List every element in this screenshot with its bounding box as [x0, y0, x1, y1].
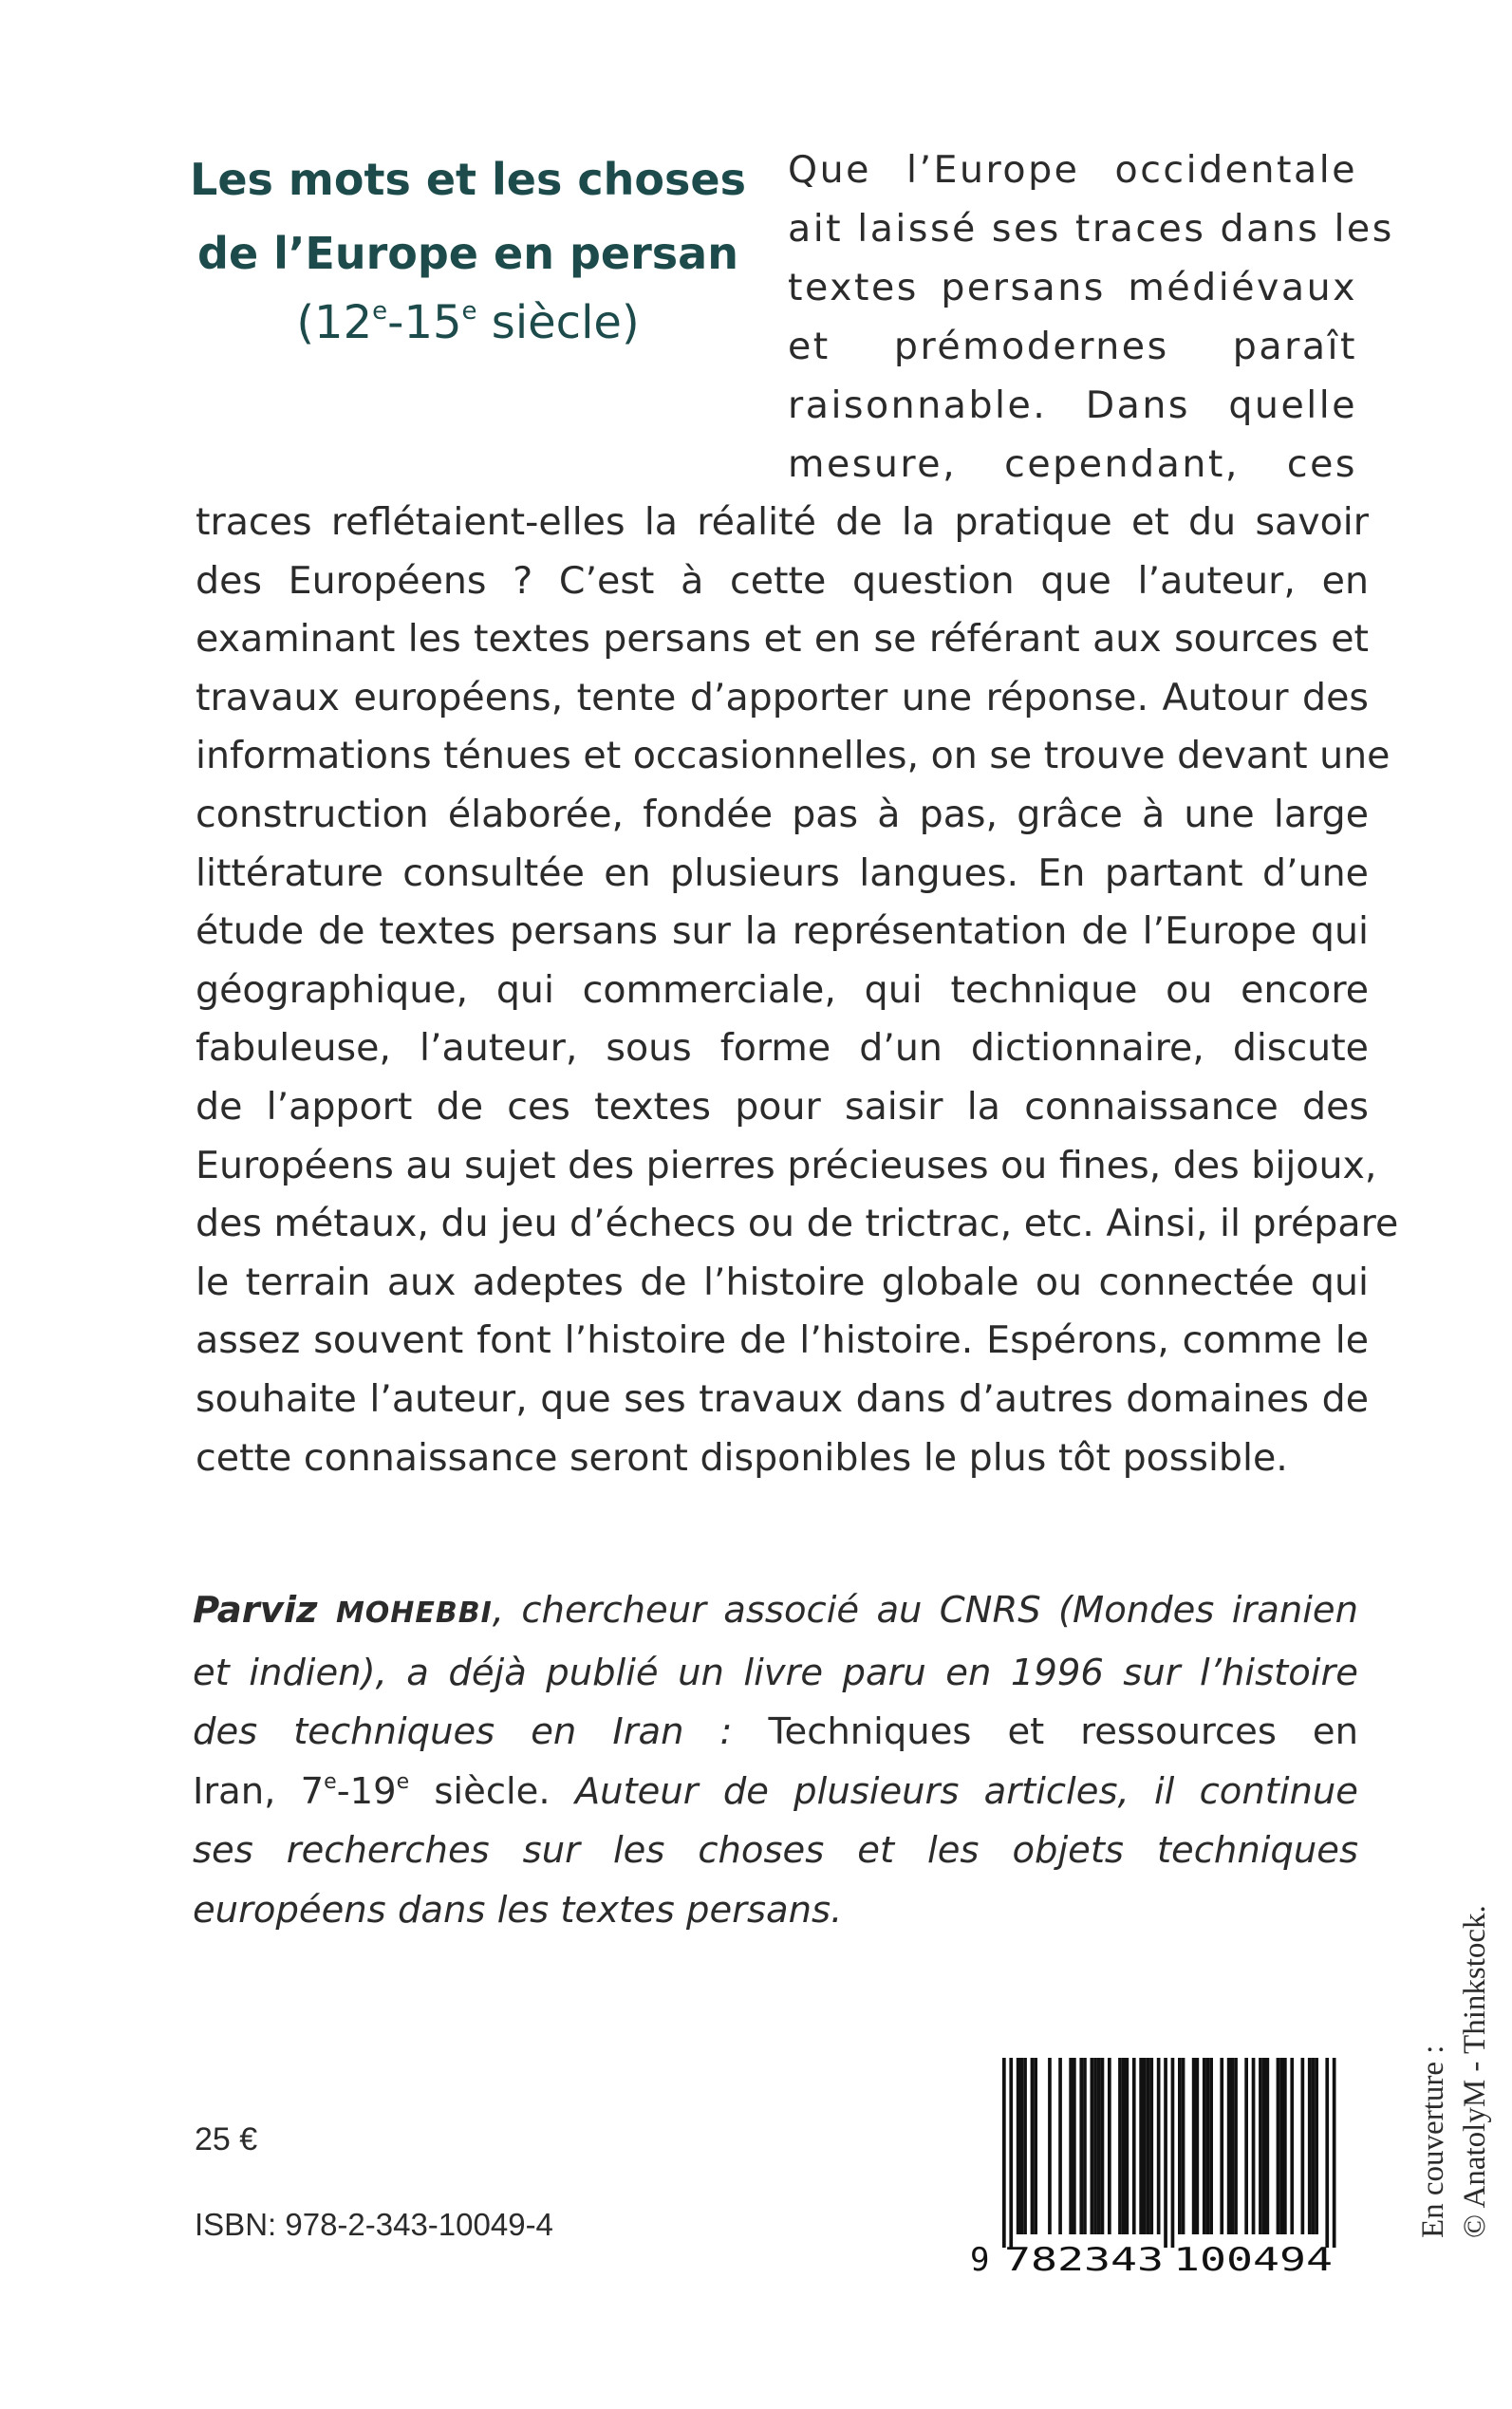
blurb-line: Que l’Europe occidentale — [788, 148, 1357, 192]
author-bio-text: et indien), a déjà publié un livre paru en 1996 sur l’histoire — [193, 1651, 1358, 1694]
barcode-bar — [1132, 2058, 1136, 2234]
barcode-bar — [1069, 2058, 1073, 2234]
author-bio-text: Auteur de plusieurs articles, il continue — [550, 1769, 1358, 1813]
barcode-digit-prefix: 9 — [970, 2241, 990, 2276]
book-reference-title: siècle. — [409, 1769, 551, 1813]
blurb-line: traces reflétaient-elles la réalité de la pratique et du savoir — [196, 500, 1369, 544]
blurb-line: examinant les textes persans et en se référant aux sources et — [196, 617, 1369, 662]
author-bio-text: européens dans les textes persans. — [193, 1888, 843, 1932]
barcode-bar — [1301, 2058, 1305, 2234]
barcode-bar — [1171, 2058, 1175, 2248]
blurb-line: travaux européens, tente d’apporter une réponse. Autour des — [196, 675, 1369, 719]
subtitle-part: -15 — [387, 296, 462, 349]
barcode-bar — [1079, 2058, 1083, 2234]
barcode-digits-left: 782343 — [1004, 2241, 1164, 2276]
blurb-line: cette connaissance seront disponibles le plus tôt possible. — [196, 1435, 1288, 1480]
subtitle-part: siècle) — [476, 296, 640, 349]
book-title-line-1: Les mots et les choses — [190, 154, 746, 205]
barcode-bar — [1139, 2058, 1143, 2234]
price-label: 25 € — [195, 2121, 258, 2157]
blurb-line: construction élaborée, fondée pas à pas, grâce à une large — [196, 792, 1369, 836]
barcode-bar — [1101, 2058, 1105, 2234]
barcode-bar — [1196, 2058, 1200, 2234]
superscript: e — [396, 1769, 410, 1794]
barcode-bar — [1020, 2058, 1024, 2234]
barcode-bar — [1108, 2058, 1111, 2234]
superscript: e — [324, 1769, 337, 1794]
barcode-bar — [1034, 2058, 1037, 2234]
barcode-bar — [1192, 2058, 1196, 2234]
barcode-bars — [1002, 2058, 1336, 2248]
isbn-label: ISBN: 978-2-343-10049-4 — [195, 2207, 553, 2242]
blurb-line: et prémodernes paraît — [788, 325, 1357, 368]
blurb-line: informations ténues et occasionnelles, on se trouve devant une — [196, 734, 1391, 778]
author-last-name: MOHEBBI — [335, 1597, 493, 1630]
barcode-bar — [1017, 2058, 1020, 2234]
barcode-bar — [1231, 2058, 1235, 2234]
book-title-block — [178, 142, 757, 359]
barcode-bar — [1333, 2058, 1336, 2248]
blurb-line: de l’apport de ces textes pour saisir la connaissance des — [196, 1084, 1369, 1129]
barcode-bar — [1206, 2058, 1210, 2234]
barcode-digits — [970, 2241, 1333, 2276]
blurb-narrow-column — [788, 140, 1394, 494]
barcode-bar — [1266, 2058, 1270, 2234]
barcode-bar — [1147, 2058, 1150, 2234]
barcode-bar — [1277, 2058, 1280, 2234]
blurb-line: fabuleuse, l’auteur, sous forme d’un dictionnaire, discute — [196, 1026, 1369, 1071]
blurb-line: ait laissé ses traces dans les — [788, 207, 1394, 251]
barcode-bar — [1234, 2058, 1238, 2234]
barcode-bar — [1227, 2058, 1231, 2234]
barcode-bar — [1093, 2058, 1097, 2234]
book-subtitle — [178, 287, 757, 359]
book-title-line-2: de l’Europe en persan — [197, 228, 738, 279]
barcode-bar — [1325, 2058, 1329, 2248]
barcode-bar — [1315, 2058, 1318, 2234]
author-bio-text: des techniques en Iran : — [193, 1710, 769, 1753]
barcode-bar — [1091, 2058, 1094, 2234]
barcode-bar — [1283, 2058, 1287, 2234]
barcode-bar — [1009, 2058, 1013, 2248]
author-first-name: Parviz — [193, 1589, 336, 1632]
barcode-bar — [1203, 2058, 1206, 2234]
author-bio-text: , chercheur associé au CNRS (Mondes iranien — [492, 1589, 1359, 1632]
blurb-line: mesure, cependant, ces — [788, 442, 1357, 486]
barcode-bar — [1178, 2058, 1182, 2234]
barcode-bar — [1058, 2058, 1062, 2234]
barcode-bar — [1244, 2058, 1248, 2234]
barcode-bar — [1122, 2058, 1126, 2234]
barcode-bar — [1290, 2058, 1294, 2234]
barcode-bar — [1149, 2058, 1153, 2234]
blurb-line: géographique, qui commerciale, qui technique ou encore — [196, 967, 1369, 1012]
isbn-barcode — [970, 2058, 1338, 2276]
blurb-line: raisonnable. Dans quelle — [788, 383, 1357, 427]
cover-credit-line-1: En couverture : — [1416, 2045, 1450, 2238]
author-bio-text: ses recherches sur les choses et les objets techniques — [193, 1829, 1358, 1872]
barcode-bar — [1083, 2058, 1087, 2234]
blurb-line: Européens au sujet des pierres précieuses ou fines, des bijoux, — [196, 1143, 1377, 1187]
barcode-bar — [1209, 2058, 1213, 2234]
barcode-bar — [1143, 2058, 1147, 2234]
barcode-bar — [1279, 2058, 1283, 2234]
barcode-bar — [1262, 2058, 1266, 2234]
book-reference-title: Iran, 7 — [193, 1769, 325, 1813]
cover-credit-line-2: © AnatolyM - Thinkstock. — [1458, 1905, 1492, 2238]
barcode-bar — [1002, 2058, 1006, 2248]
blurb-line: étude de textes persans sur la représentation de l’Europe qui — [196, 909, 1369, 954]
barcode-bar — [1164, 2058, 1167, 2248]
blurb-line: littérature consultée en plusieurs langues. En partant d’une — [196, 850, 1369, 895]
cover-credit — [1412, 1707, 1496, 2238]
barcode-bar — [1023, 2058, 1027, 2234]
blurb-line: le terrain aux adeptes de l’histoire globale ou connectée qui — [196, 1260, 1369, 1304]
barcode-bar — [1126, 2058, 1129, 2234]
barcode-bar — [1157, 2058, 1161, 2234]
book-reference-title: -19 — [336, 1769, 397, 1813]
barcode-bar — [1259, 2058, 1262, 2234]
barcode-digits-right: 100494 — [1173, 2241, 1333, 2276]
barcode-bar — [1312, 2058, 1316, 2234]
barcode-bar — [1073, 2058, 1076, 2234]
blurb-line: textes persans médiévaux — [788, 266, 1357, 309]
barcode-bar — [1182, 2058, 1185, 2234]
barcode-bar — [1118, 2058, 1122, 2234]
blurb-line: souhaite l’auteur, que ses travaux dans d’autres domaines de — [196, 1376, 1369, 1421]
blurb-line: des Européens ? C’est à cette question que l’auteur, en — [196, 558, 1369, 603]
barcode-bar — [1031, 2058, 1035, 2234]
barcode-bar — [1097, 2058, 1101, 2234]
blurb-wide-paragraph — [196, 494, 1399, 1487]
subtitle-part: (12 — [296, 296, 373, 349]
barcode-bar — [1048, 2058, 1052, 2234]
subtitle-superscript: e — [461, 297, 477, 326]
blurb-line: des métaux, du jeu d’échecs ou de trictrac, etc. Ainsi, il prépare — [196, 1202, 1399, 1246]
barcode-bar — [1252, 2058, 1256, 2234]
subtitle-superscript: e — [372, 297, 388, 326]
author-bio — [193, 1581, 1358, 1940]
blurb-line: assez souvent font l’histoire de l’histoire. Espérons, comme le — [196, 1318, 1369, 1363]
barcode-bar — [1308, 2058, 1312, 2234]
barcode-bar — [1220, 2058, 1223, 2234]
book-reference-title: Techniques et ressources en — [768, 1710, 1358, 1753]
